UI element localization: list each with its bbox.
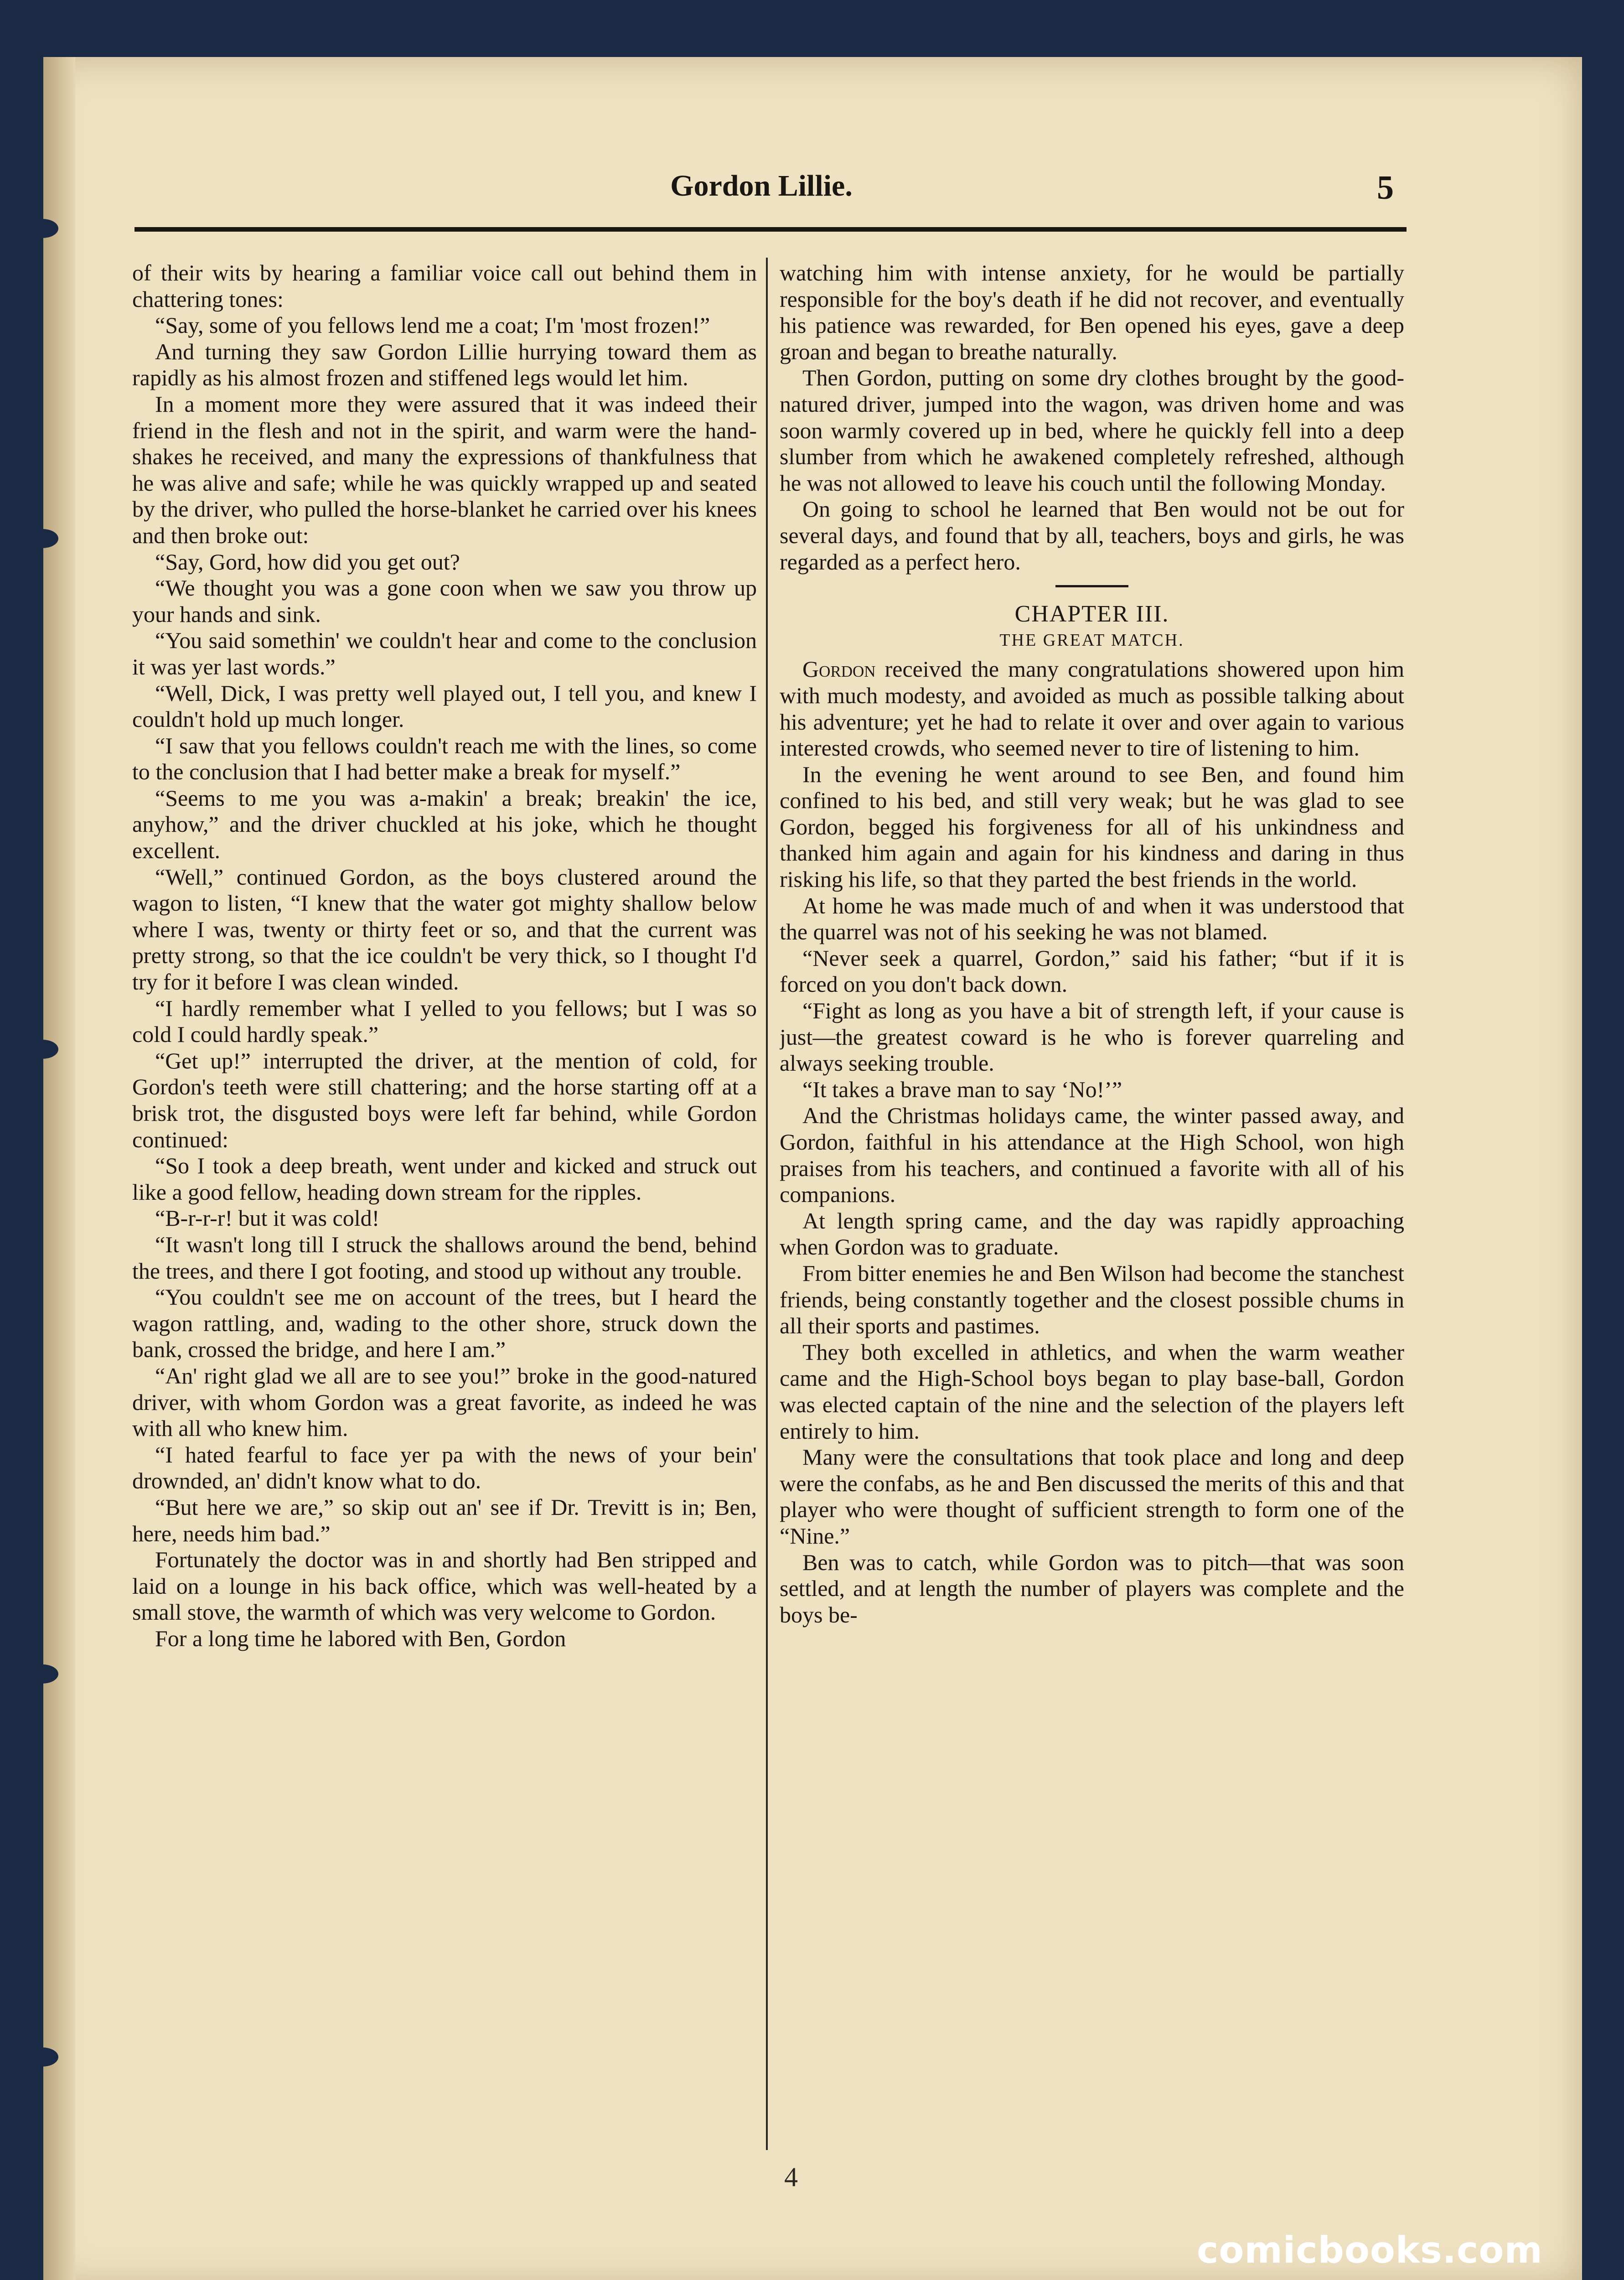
body-paragraph: “It wasn't long till I struck the shallows around the bend, behind the trees, and there I got footing, and stood up without any trouble.	[132, 1231, 757, 1284]
body-paragraph: “I saw that you fellows couldn't reach me with the lines, so come to the conclusion that I had better make a break for myself.”	[132, 732, 757, 785]
body-paragraph: Then Gordon, putting on some dry clothes brought by the good-natured driver, jumped into the wagon, was driven home and was soon warmly covered up in bed, where he quickly fell into a deep slumber from which he awakened completely refreshed, although he was not allowed to leave his couch until the following Monday.	[780, 365, 1404, 496]
body-paragraph: “Well,” continued Gordon, as the boys clustered around the wagon to listen, “I knew that the water got mighty shallow below where I was, twenty or thirty feet or so, and that the current was pretty strong, so that the ice couldn't be very thick, so I thought I'd try for it before I was clean winded.	[132, 864, 757, 995]
body-paragraph: “Well, Dick, I was pretty well played out, I tell you, and knew I couldn't hold up much longer.	[132, 680, 757, 732]
body-paragraph: “B-r-r-r! but it was cold!	[155, 1205, 380, 1231]
body-paragraph: “Get up!” interrupted the driver, at the mention of cold, for Gordon's teeth were still chattering; and the horse starting off at a brisk trot, the disgusted boys were left far behind, while Gordon continued:	[132, 1047, 757, 1152]
body-paragraph: At length spring came, and the day was rapidly approaching when Gordon was to graduate.	[780, 1207, 1404, 1260]
body-paragraph: “Say, Gord, how did you get out?	[155, 549, 460, 575]
body-paragraph: Fortunately the doctor was in and shortly had Ben stripped and laid on a lounge in his back office, which was well-heated by a small stove, the warmth of which was very welcome to Gordon.	[132, 1547, 757, 1625]
body-paragraph: “Seems to me you was a-makin' a break; breakin' the ice, anyhow,” and the driver chuckled at his joke, which he thought excellent.	[132, 785, 757, 864]
body-paragraph: On going to school he learned that Ben would not be out for several days, and found that by all, teachers, boys and girls, he was regarded as a perfect hero.	[780, 496, 1404, 575]
left-column	[132, 260, 757, 2148]
body-paragraph: “Fight as long as you have a bit of strength left, if your cause is just—the greatest coward is he who is forever quarreling and always seeking trouble.	[780, 998, 1404, 1076]
body-paragraph: They both excelled in athletics, and when the warm weather came and the High-School boys began to play base-ball, Gordon was elected captain of the nine and the selection of the players left entirely to him.	[780, 1339, 1404, 1444]
body-paragraph: “You couldn't see me on account of the trees, but I heard the wagon rattling, and, wading to the other shore, struck down the bank, crossed the bridge, and here I am.”	[132, 1284, 757, 1363]
body-paragraph: of their wits by hearing a familiar voice call out behind them in chattering tones:	[132, 260, 757, 312]
body-paragraph: “An' right glad we all are to see you!” broke in the good-natured driver, with whom Gordon was a great favorite, as indeed he was with all who knew him.	[132, 1363, 757, 1441]
body-paragraph: Many were the consultations that took place and long and deep were the confabs, as he and Ben discussed the merits of this and that player who were thought of sufficient strength to form one of the “Nine.”	[780, 1444, 1404, 1549]
body-paragraph: And the Christmas holidays came, the winter passed away, and Gordon, faithful in his attendance at the High School, won high praises from his teachers, and continued a favorite with all of his companions.	[780, 1103, 1404, 1207]
body-paragraph: “It takes a brave man to say ‘No!’”	[802, 1076, 1122, 1102]
body-paragraph: In a moment more they were assured that it was indeed their friend in the flesh and not in the spirit, and warm were the hand-shakes he received, and many the expressions of thankfulness that he was alive and safe; while he was quickly wrapped up and seated by the driver, who pulled the horse-blanket he carried over his knees and then broke out:	[132, 391, 757, 548]
chapter-first-paragraph: Gordon received the many congratulations showered upon him with much modesty, and avoided as much as possible talking about his adventure; yet he had to relate it over and over again to various interested crowds, who seemed never to tire of listening to him.	[780, 656, 1404, 761]
header-rule	[134, 227, 1407, 232]
body-paragraph: “We thought you was a gone coon when we saw you throw up your hands and sink.	[132, 575, 757, 627]
body-paragraph: At home he was made much of and when it was understood that the quarrel was not of his seeking he was not blamed.	[780, 892, 1404, 945]
running-head-title: Gordon Lillie.	[670, 169, 853, 202]
binding-hole	[26, 1040, 58, 1059]
body-paragraph: watching him with intense anxiety, for he would be partially responsible for the boy's death if he did not recover, and eventually his patience was rewarded, for Ben opened his eyes, gave a deep groan and began to breathe naturally.	[780, 260, 1404, 364]
body-paragraph: “But here we are,” so skip out an' see if Dr. Trevitt is in; Ben, here, needs him bad.”	[132, 1494, 757, 1546]
chapter-title: CHAPTER III.	[1014, 601, 1169, 627]
drop-word: Gordon	[802, 656, 876, 682]
section-rule	[1055, 585, 1128, 587]
body-paragraph: In the evening he went around to see Ben, and found him confined to his bed, and still very weak; but he was glad to see Gordon, begged his forgiveness for all of his unkindness and thanked him again and again for his kindness and daring in thus risking his life, so that they parted the best friends in the world.	[780, 761, 1404, 892]
body-paragraph: “So I took a deep breath, went under and kicked and struck out like a good fellow, heading down stream for the ripples.	[132, 1153, 757, 1205]
body-paragraph: “I hated fearful to face yer pa with the news of your bein' drownded, an' didn't know what to do.	[132, 1441, 757, 1494]
page-binding	[43, 57, 75, 2280]
body-paragraph: “I hardly remember what I yelled to you fellows; but I was so cold I could hardly speak.”	[132, 995, 757, 1047]
body-paragraph: For a long time he labored with Ben, Gordon	[155, 1625, 566, 1651]
body-paragraph: Ben was to catch, while Gordon was to pitch—that was soon settled, and at length the number of players was complete and the boys be-	[780, 1549, 1404, 1627]
site-watermark: comicbooks.com	[1197, 2229, 1543, 2271]
binding-hole	[26, 529, 58, 548]
binding-hole	[26, 1664, 58, 1684]
binding-hole	[26, 2047, 58, 2067]
body-paragraph: “You said somethin' we couldn't hear and come to the conclusion it was yer last words.”	[132, 627, 757, 679]
body-paragraph: And turning they saw Gordon Lillie hurrying toward them as rapidly as his almost frozen and stiffened legs would let him.	[132, 338, 757, 391]
body-paragraph: “Never seek a quarrel, Gordon,” said his father; “but if it is forced on you don't back down.	[780, 945, 1404, 997]
binding-hole	[26, 219, 58, 238]
signature-mark: 4	[784, 2162, 798, 2192]
chapter-subtitle: THE GREAT MATCH.	[999, 630, 1184, 650]
body-paragraph: From bitter enemies he and Ben Wilson had become the stanchest friends, being constantly together and the closest possible chums in all their sports and pastimes.	[780, 1260, 1404, 1339]
body-paragraph: “Say, some of you fellows lend me a coat; I'm 'most frozen!”	[155, 312, 710, 338]
page-number: 5	[1377, 169, 1394, 207]
right-column	[780, 260, 1404, 2148]
column-divider	[766, 258, 768, 2150]
